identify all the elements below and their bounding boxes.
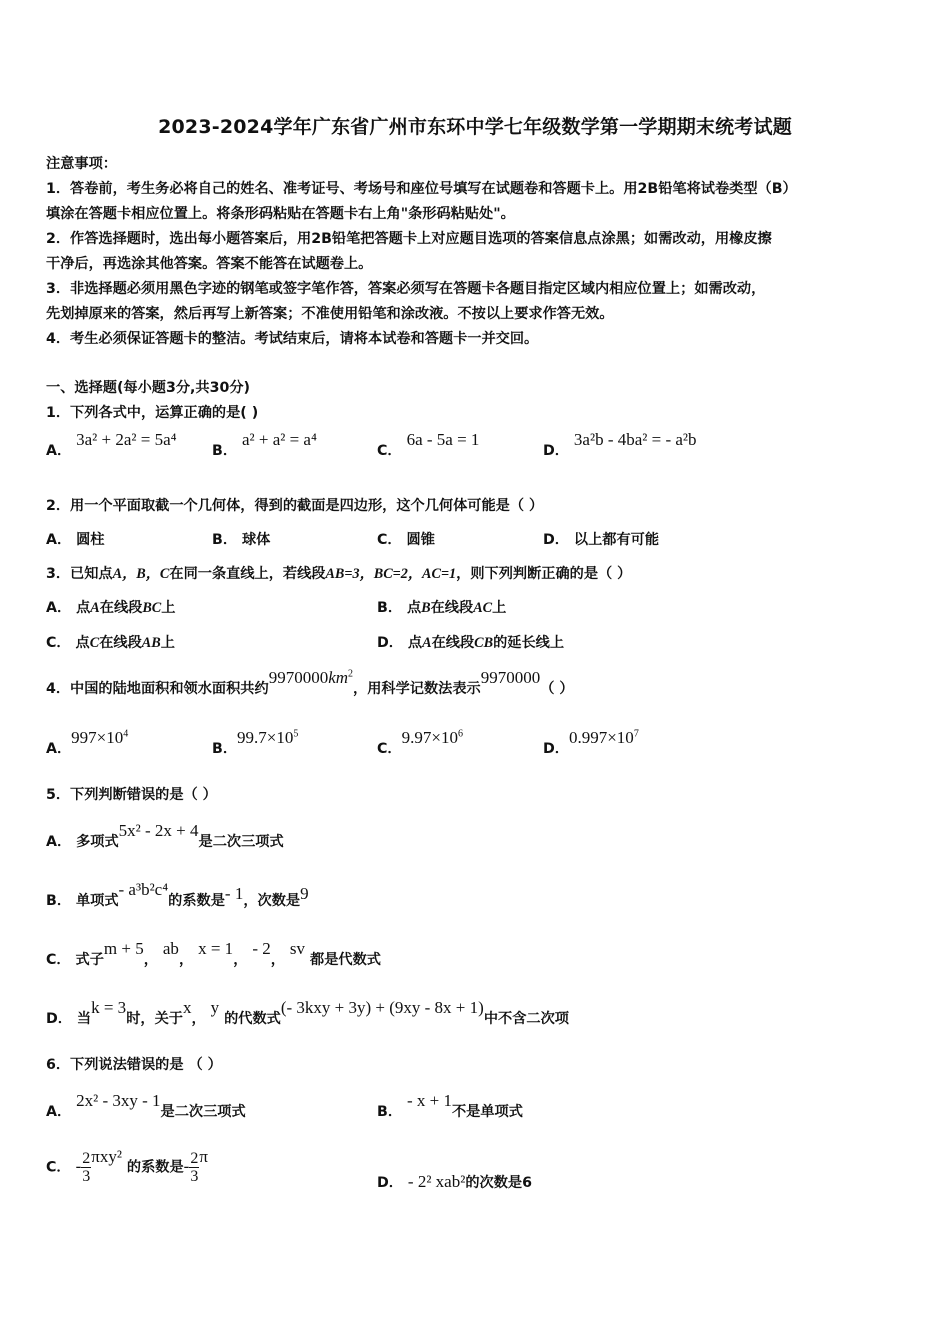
q3-stem-text: 在同一条直线上，若线段 bbox=[169, 566, 326, 582]
option-text: A． 点 bbox=[46, 600, 91, 616]
notes-line: 填涂在答题卡相应位置上。将条形码粘贴在答题卡右上角"条形码粘贴处"。 bbox=[46, 206, 515, 222]
q5-c-expr: sv bbox=[289, 939, 306, 958]
q3-option-a[interactable] bbox=[46, 597, 175, 617]
q3-stem-text: 3．已知点 bbox=[46, 566, 113, 582]
option-text: 在线段 bbox=[430, 600, 474, 616]
option-text: 在线段 bbox=[99, 635, 142, 651]
q3-option-b[interactable] bbox=[377, 597, 506, 617]
q1-a-math: 3a² + 2a² = 5a⁴ bbox=[76, 430, 177, 449]
q3-points: A，B，C bbox=[112, 566, 170, 582]
minus-sign: - bbox=[75, 1156, 82, 1176]
q5-a-math: 5x² - 2x + 4 bbox=[118, 821, 199, 840]
q1-option-c[interactable] bbox=[377, 430, 480, 460]
option-text: B． 单项式 bbox=[46, 893, 119, 909]
option-text: 的系数是 bbox=[168, 893, 225, 909]
q6-a-math: 2x² - 3xy - 1 bbox=[76, 1091, 161, 1110]
segment-label: AB bbox=[141, 635, 161, 651]
q6-option-a[interactable] bbox=[46, 1091, 246, 1121]
separator: ， bbox=[270, 952, 285, 968]
q6-option-d[interactable] bbox=[377, 1172, 532, 1192]
q4-b-math bbox=[237, 728, 298, 747]
question-3-stem bbox=[46, 563, 631, 583]
option-label: B． bbox=[212, 741, 238, 757]
notes-line: 3．非选择题必须用黑色字迹的钢笔或签字笔作答，答案必须写在答题卡各题目指定区域内相应位置上；如需改动， bbox=[46, 281, 766, 297]
q5-c-expr: ab bbox=[162, 939, 179, 958]
option-text: ，次数是 bbox=[243, 893, 301, 909]
q2-option-a[interactable]: A． 圆柱 bbox=[46, 532, 105, 548]
q6-c-tail: πxy² bbox=[91, 1146, 122, 1166]
q4-area-value: 9970000 bbox=[268, 668, 329, 687]
option-text: 的次数是6 bbox=[465, 1175, 532, 1191]
question-4-stem bbox=[46, 668, 574, 698]
option-text: A． 多项式 bbox=[46, 834, 119, 850]
option-text: 上 bbox=[161, 600, 176, 616]
page-title: 2023-2024学年广东省广州市东环中学七年级数学第一学期期末统考试题 bbox=[158, 116, 792, 138]
q4-stem-text: 4．中国的陆地面积和领水面积共约 bbox=[46, 681, 269, 697]
fraction-denominator: 3 bbox=[190, 1168, 199, 1185]
q6-option-c[interactable] bbox=[46, 1146, 208, 1185]
q1-option-a[interactable] bbox=[46, 430, 177, 460]
q5-option-d[interactable] bbox=[46, 998, 569, 1028]
option-label: B． bbox=[212, 443, 238, 459]
notes-line: 1．答卷前，考生务必将自己的姓名、准考证号、考场号和座位号填写在试题卷和答题卡上。用2B铅笔将试卷类型（B） bbox=[46, 181, 797, 197]
q5-d-x: x bbox=[182, 998, 192, 1017]
option-label: C． bbox=[377, 741, 402, 757]
separator: ， bbox=[143, 952, 158, 968]
q5-c-expr: x = 1 bbox=[198, 939, 234, 958]
q5-d-k: k = 3 bbox=[91, 998, 127, 1017]
notes-line: 2．作答选择题时，选出每小题答案后，用2B铅笔把答题卡上对应题目选项的答案信息点涂黑；如需改动，用橡皮擦 bbox=[46, 231, 772, 247]
question-1-stem: 1．下列各式中，运算正确的是( ) bbox=[46, 405, 259, 421]
q4-unit: km bbox=[328, 668, 349, 687]
sci-mantissa: 0.997×10 bbox=[568, 728, 634, 747]
option-text: 上 bbox=[492, 600, 507, 616]
sci-exponent: 5 bbox=[293, 728, 299, 740]
separator: ， bbox=[191, 1011, 206, 1027]
notes-line: 4．考生必须保证答题卡的整洁。考试结束后，请将本试卷和答题卡一并交回。 bbox=[46, 331, 539, 347]
q5-b-degree: 9 bbox=[300, 884, 309, 903]
sci-mantissa: 997×10 bbox=[71, 728, 124, 747]
q5-d-expr: (- 3kxy + 3y) + (9xy - 8x + 1) bbox=[280, 998, 484, 1017]
option-text: 都是代数式 bbox=[310, 952, 381, 968]
point-label: C bbox=[89, 635, 100, 651]
option-text: D． 当 bbox=[46, 1011, 92, 1027]
option-text: 时，关于 bbox=[126, 1011, 183, 1027]
q2-option-c[interactable]: C． 圆锥 bbox=[377, 532, 435, 548]
option-text: 不是单项式 bbox=[451, 1104, 523, 1120]
segment-label: CB bbox=[474, 635, 494, 651]
q6-option-b[interactable] bbox=[377, 1091, 523, 1121]
option-text: C． 式子 bbox=[46, 952, 104, 968]
point-label: B bbox=[421, 600, 431, 616]
separator: ， bbox=[178, 952, 194, 968]
question-2-stem: 2．用一个平面取截一个几何体，得到的截面是四边形，这个几何体可能是（ ） bbox=[46, 498, 544, 514]
option-text: 的延长线上 bbox=[493, 635, 565, 651]
q4-a-math bbox=[71, 728, 128, 747]
option-label: B． bbox=[377, 1104, 403, 1120]
q3-stem-text: ，则下列判断正确的是（ ） bbox=[456, 566, 632, 582]
option-text: 的代数式 bbox=[224, 1011, 281, 1027]
notes-line: 干净后，再选涂其他答案。答案不能答在试题卷上。 bbox=[46, 256, 373, 272]
q4-c-math bbox=[402, 728, 463, 747]
q4-area-math: $9970000km^2$ bbox=[268, 668, 354, 687]
option-text: 是二次三项式 bbox=[198, 834, 284, 850]
option-text: 的系数是 bbox=[126, 1159, 184, 1176]
option-text: 中不含二次项 bbox=[483, 1011, 569, 1027]
segment-label: AC bbox=[473, 600, 493, 616]
q5-option-a[interactable] bbox=[46, 821, 284, 851]
option-text: C． 点 bbox=[46, 635, 90, 651]
option-label: A． bbox=[46, 1104, 72, 1120]
fraction-numerator: 2 bbox=[190, 1150, 199, 1167]
q2-option-b[interactable]: B． 球体 bbox=[212, 532, 271, 548]
q1-option-d[interactable] bbox=[543, 430, 697, 460]
option-label: D． bbox=[543, 741, 569, 757]
q2-option-d[interactable]: D． 以上都有可能 bbox=[543, 532, 660, 548]
fraction-denominator: 3 bbox=[82, 1168, 91, 1185]
q6-c-pi: π bbox=[199, 1146, 208, 1166]
q5-option-b[interactable] bbox=[46, 880, 309, 910]
option-text: D． 点 bbox=[377, 635, 423, 651]
q3-option-c[interactable] bbox=[46, 632, 175, 652]
q1-option-b[interactable] bbox=[212, 430, 317, 460]
q3-option-d[interactable] bbox=[377, 632, 564, 652]
question-5-stem: 5．下列判断错误的是（ ） bbox=[46, 787, 217, 803]
minus-sign: - bbox=[183, 1156, 190, 1176]
q5-d-y: y bbox=[210, 998, 220, 1017]
q5-c-expr: - 2 bbox=[252, 939, 271, 958]
sci-mantissa: 9.97×10 bbox=[401, 728, 458, 747]
option-text: 在线段 bbox=[431, 635, 475, 651]
q5-c-expr: m + 5 bbox=[103, 939, 144, 958]
q4-stem-text: ，用科学记数法表示 bbox=[353, 681, 481, 697]
option-label: C． bbox=[377, 443, 402, 459]
option-label: A． bbox=[46, 741, 72, 757]
question-6-stem: 6．下列说法错误的是 （ ） bbox=[46, 1057, 222, 1073]
sci-mantissa: 99.7×10 bbox=[237, 728, 294, 747]
q5-b-coef: - 1 bbox=[224, 884, 244, 903]
section-heading: 一、选择题(每小题3分,共30分) bbox=[46, 380, 251, 396]
separator: ， bbox=[233, 952, 248, 968]
q6-c-answer-fraction bbox=[189, 1150, 199, 1185]
notes-heading: 注意事项： bbox=[46, 156, 117, 172]
option-label: A． bbox=[46, 443, 72, 459]
point-label: A bbox=[422, 635, 432, 651]
option-text: 上 bbox=[160, 635, 175, 651]
option-label: D． bbox=[543, 443, 569, 459]
fraction-numerator: 2 bbox=[82, 1150, 91, 1167]
q1-c-math: 6a - 5a = 1 bbox=[406, 430, 480, 449]
q1-d-math: 3a²b - 4ba² = - a²b bbox=[573, 430, 697, 449]
q1-b-math: a² + a² = a⁴ bbox=[241, 430, 317, 449]
q4-stem-text: （ ） bbox=[540, 681, 574, 697]
q6-b-math: - x + 1 bbox=[406, 1091, 452, 1110]
q6-d-math: - 2² xab² bbox=[407, 1172, 466, 1191]
option-text: B． 点 bbox=[377, 600, 422, 616]
q3-segments: AB=3，BC=2，AC=1 bbox=[325, 566, 457, 582]
option-label: C． bbox=[46, 1159, 71, 1176]
option-text: 是二次三项式 bbox=[160, 1104, 246, 1120]
q4-number: 9970000 bbox=[480, 668, 541, 687]
point-label: A bbox=[90, 600, 100, 616]
segment-label: BC bbox=[142, 600, 162, 616]
q6-c-fraction bbox=[81, 1150, 91, 1185]
sci-exponent: 6 bbox=[457, 728, 463, 740]
q5-option-c[interactable] bbox=[46, 939, 381, 969]
option-label: D． bbox=[377, 1175, 403, 1191]
sci-exponent: 4 bbox=[123, 728, 129, 740]
notes-line: 先划掉原来的答案，然后再写上新答案；不准使用铅笔和涂改液。不按以上要求作答无效。 bbox=[46, 306, 614, 322]
option-text: 在线段 bbox=[99, 600, 143, 616]
sci-exponent: 7 bbox=[633, 728, 639, 740]
q5-b-math: - a³b²c⁴ bbox=[118, 880, 169, 899]
q4-d-math bbox=[569, 728, 639, 747]
